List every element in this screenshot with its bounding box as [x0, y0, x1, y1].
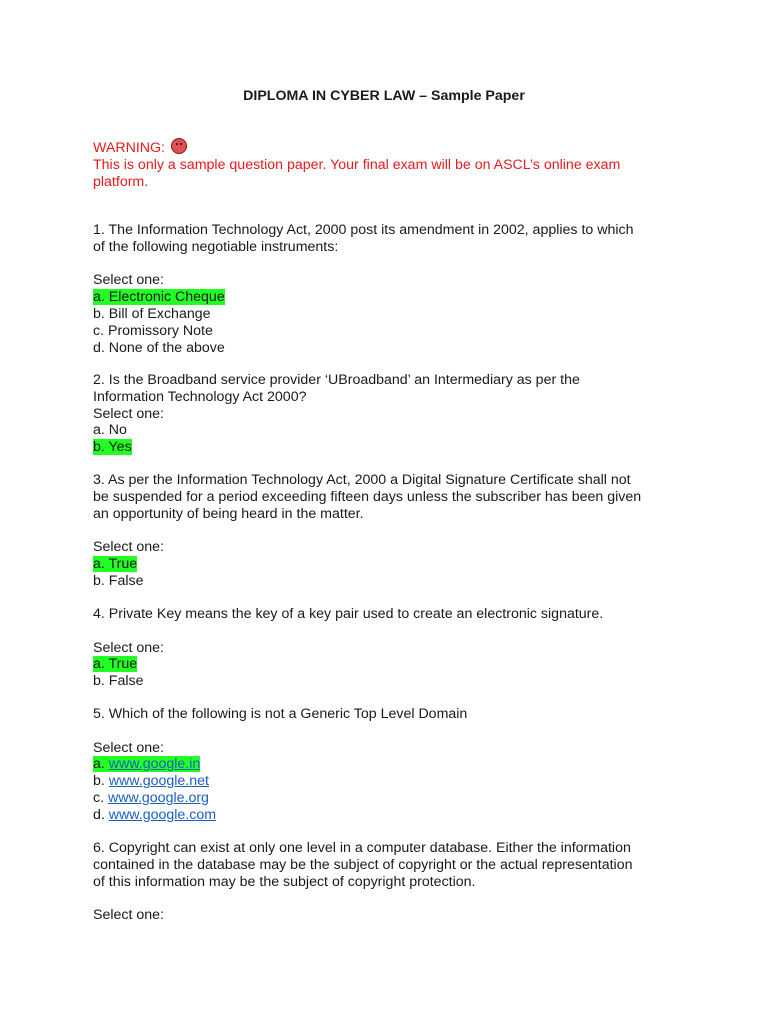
answer-option[interactable]: [93, 790, 683, 807]
angry-face-icon: [171, 138, 187, 154]
select-one-label: Select one:: [93, 739, 164, 756]
select-one-label: Select one:: [93, 272, 164, 289]
option-link[interactable]: www.google.org: [108, 789, 209, 806]
answer-option-highlighted[interactable]: a. Electronic Cheque: [93, 289, 225, 306]
warning-text-line-1: This is only a sample question paper. Your final exam will be on ASCL’s online exam: [93, 156, 621, 173]
select-one-label: Select one:: [93, 639, 164, 656]
question-text: 5. Which of the following is not a Generic Top Level Domain: [93, 706, 468, 722]
answer-option[interactable]: [93, 773, 683, 790]
question-6: [93, 840, 683, 924]
question-text: be suspended for a period exceeding fifteen days unless the subscriber has been given: [93, 488, 642, 505]
question-5: [93, 706, 683, 824]
answer-option[interactable]: a. No: [93, 422, 127, 439]
question-text: 2. Is the Broadband service provider ‘UBroadband’ an Intermediary as per the: [93, 372, 580, 388]
answer-option[interactable]: c. Promissory Note: [93, 322, 213, 339]
question-4: [93, 606, 683, 690]
option-prefix: c.: [93, 789, 105, 806]
option-prefix: a.: [93, 756, 105, 773]
warning-block: [93, 138, 683, 190]
answer-option[interactable]: b. Bill of Exchange: [93, 305, 211, 322]
select-one-label: Select one:: [93, 539, 164, 556]
answer-option-highlighted[interactable]: a. True: [93, 656, 138, 673]
answer-option[interactable]: b. False: [93, 572, 144, 589]
question-text: an opportunity of being heard in the matter.: [93, 505, 364, 522]
question-2: [93, 372, 683, 456]
question-text: contained in the database may be the subject of copyright or the actual representation: [93, 856, 633, 873]
option-link[interactable]: www.google.com: [108, 806, 217, 823]
question-1: [93, 222, 683, 356]
option-prefix: d.: [93, 806, 105, 823]
answer-option-highlighted[interactable]: [93, 756, 200, 772]
answer-option[interactable]: [93, 807, 683, 824]
warning-text-line-2: platform.: [93, 173, 149, 190]
answer-option-highlighted[interactable]: a. True: [93, 555, 138, 572]
warning-label: WARNING:: [93, 140, 165, 156]
question-text: 4. Private Key means the key of a key pair used to create an electronic signature.: [93, 606, 604, 622]
question-text: Information Technology Act 2000?: [93, 388, 307, 405]
answer-option[interactable]: b. False: [93, 673, 144, 690]
question-text: of the following negotiable instruments:: [93, 238, 339, 255]
question-3: [93, 472, 683, 590]
question-text: of this information may be the subject of copyright protection.: [93, 873, 476, 890]
question-text: 1. The Information Technology Act, 2000 post its amendment in 2002, applies to which: [93, 222, 634, 238]
answer-option[interactable]: d. None of the above: [93, 339, 225, 356]
page-title: DIPLOMA IN CYBER LAW – Sample Paper: [243, 88, 525, 104]
question-text: 6. Copyright can exist at only one level in a computer database. Either the information: [93, 840, 631, 856]
select-one-label: Select one:: [93, 907, 164, 924]
option-prefix: b.: [93, 773, 105, 790]
option-link[interactable]: www.google.in: [108, 756, 201, 773]
option-link[interactable]: www.google.net: [108, 773, 209, 790]
question-text: 3. As per the Information Technology Act, 2000 a Digital Signature Certificate shall not: [93, 472, 631, 488]
select-one-label: Select one:: [93, 405, 164, 422]
answer-option-highlighted[interactable]: b. Yes: [93, 439, 132, 456]
